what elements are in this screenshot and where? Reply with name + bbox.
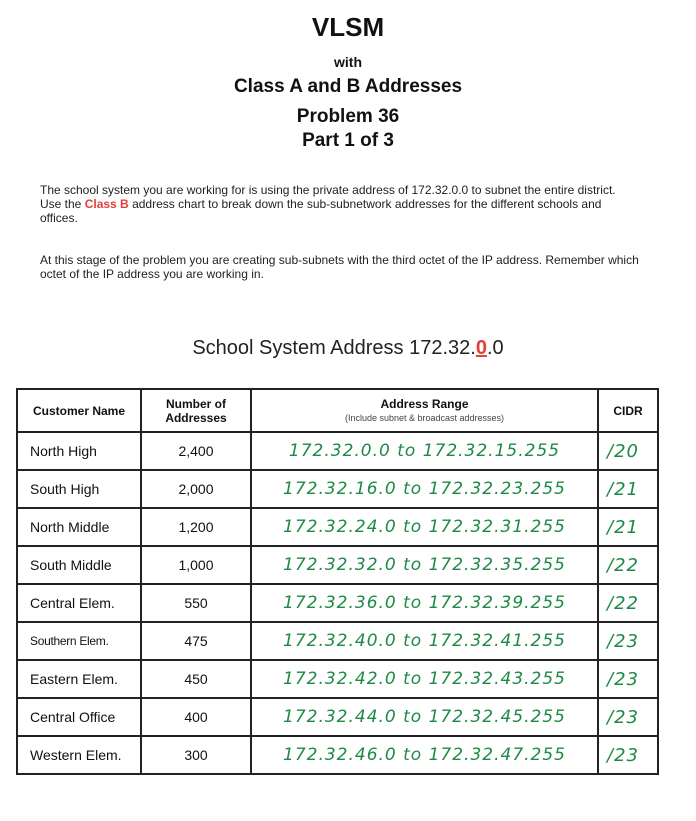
address-range-cell: 172.32.40.0 to 172.32.41.255 — [251, 622, 598, 660]
header-customer-name: Customer Name — [17, 389, 141, 432]
intro-text-end: address chart to break down the sub-subnetwork addresses for the different schools and offices. — [40, 197, 602, 225]
customer-name-cell: Southern Elem. — [17, 622, 141, 660]
cidr-cell: /23 — [598, 622, 658, 660]
problem-number: Problem 36 — [296, 106, 400, 127]
page-subtitle: Class A and B Addresses — [233, 76, 463, 97]
address-count-cell: 450 — [141, 660, 251, 698]
cidr-cell: /21 — [598, 470, 658, 508]
customer-name-cell: South High — [17, 470, 141, 508]
header-address-range-note: (Include subnet & broadcast addresses) — [344, 412, 505, 423]
address-count-cell: 475 — [141, 622, 251, 660]
address-highlight-octet: 0 — [475, 337, 487, 359]
table-row — [17, 660, 658, 698]
customer-name-cell: Central Office — [17, 698, 141, 736]
cidr-cell: /23 — [598, 698, 658, 736]
address-suffix: .0 — [486, 337, 504, 359]
address-count-cell: 1,200 — [141, 508, 251, 546]
table-row — [17, 432, 658, 470]
customer-name-cell: North Middle — [17, 508, 141, 546]
intro-paragraph-1 — [40, 183, 640, 225]
address-range-cell: 172.32.46.0 to 172.32.47.255 — [251, 736, 598, 774]
cidr-cell: /21 — [598, 508, 658, 546]
cidr-cell: /23 — [598, 736, 658, 774]
header-address-range-label: Address Range — [380, 396, 469, 411]
school-system-address — [0, 337, 696, 360]
customer-name-cell: North High — [17, 432, 141, 470]
intro-text-start: The school system you are working for is using the private address of 172.32.0.0 to subnet the entire district. Use the — [40, 183, 616, 211]
vlsm-table — [16, 388, 659, 775]
address-range-cell: 172.32.42.0 to 172.32.43.255 — [251, 660, 598, 698]
cidr-cell: /22 — [598, 584, 658, 622]
customer-name-cell: Western Elem. — [17, 736, 141, 774]
intro-paragraph-2: At this stage of the problem you are creating sub-subnets with the third octet of the IP address. Remember which octet of the IP address you are working in. — [40, 253, 639, 281]
table-row — [17, 508, 658, 546]
address-range-cell: 172.32.36.0 to 172.32.39.255 — [251, 584, 598, 622]
address-count-cell: 1,000 — [141, 546, 251, 584]
address-count-cell: 550 — [141, 584, 251, 622]
header-number-of-addresses: Number of Addresses — [141, 389, 251, 432]
customer-name-cell: Eastern Elem. — [17, 660, 141, 698]
table-row — [17, 470, 658, 508]
address-range-cell: 172.32.24.0 to 172.32.31.255 — [251, 508, 598, 546]
class-b-highlight: Class B — [84, 197, 129, 211]
cidr-cell: /20 — [598, 432, 658, 470]
address-count-cell: 2,000 — [141, 470, 251, 508]
address-count-cell: 2,400 — [141, 432, 251, 470]
address-range-cell: 172.32.0.0 to 172.32.15.255 — [251, 432, 598, 470]
header-address-range — [251, 389, 598, 432]
table-row — [17, 584, 658, 622]
address-range-cell: 172.32.16.0 to 172.32.23.255 — [251, 470, 598, 508]
table-row — [17, 622, 658, 660]
header-cidr: CIDR — [598, 389, 658, 432]
table-row — [17, 736, 658, 774]
address-count-cell: 400 — [141, 698, 251, 736]
address-range-cell: 172.32.44.0 to 172.32.45.255 — [251, 698, 598, 736]
table-header-row — [17, 389, 658, 432]
customer-name-cell: South Middle — [17, 546, 141, 584]
table-row — [17, 546, 658, 584]
address-count-cell: 300 — [141, 736, 251, 774]
customer-name-cell: Central Elem. — [17, 584, 141, 622]
problem-part: Part 1 of 3 — [302, 130, 394, 151]
address-prefix: School System Address 172.32. — [192, 337, 476, 359]
address-range-cell: 172.32.32.0 to 172.32.35.255 — [251, 546, 598, 584]
title-with: with — [334, 54, 362, 70]
page-title: VLSM — [311, 12, 385, 42]
cidr-cell: /22 — [598, 546, 658, 584]
table-row — [17, 698, 658, 736]
cidr-cell: /23 — [598, 660, 658, 698]
